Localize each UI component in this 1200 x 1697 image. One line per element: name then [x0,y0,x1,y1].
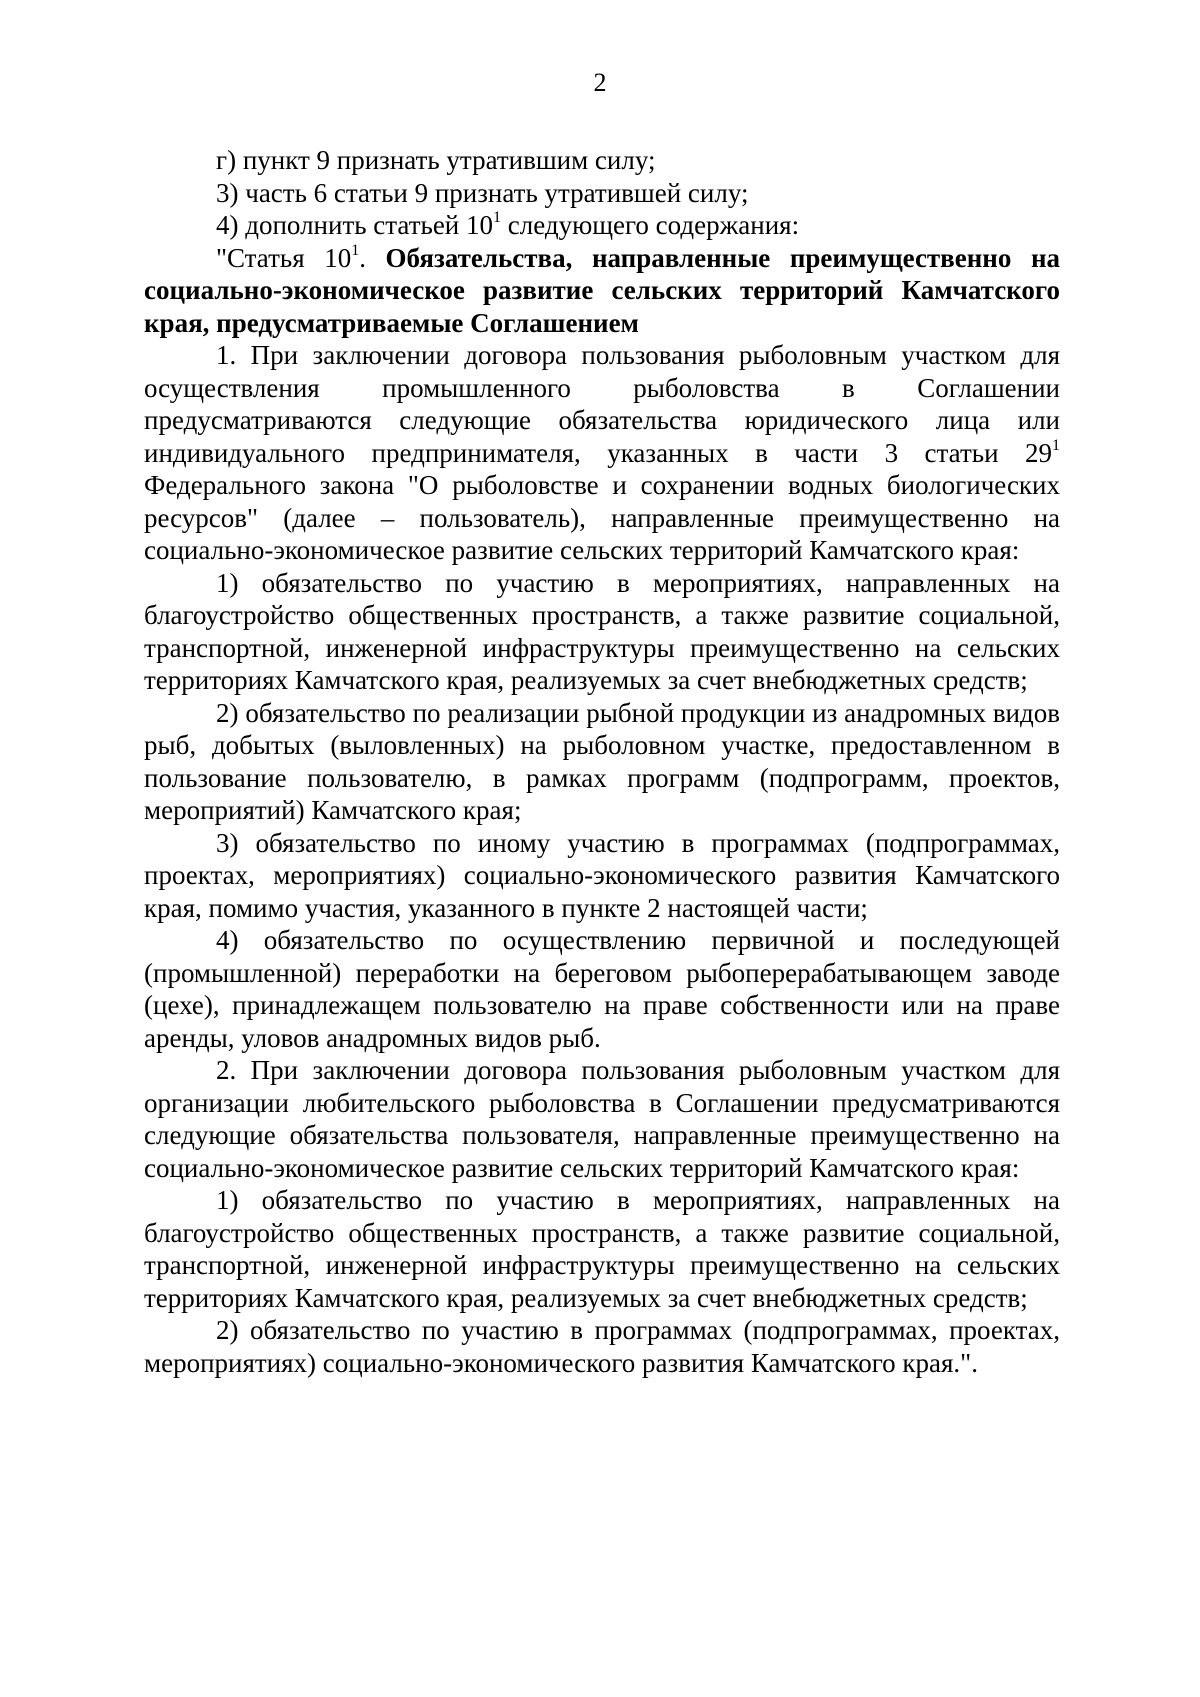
part1-intro [144,339,1060,567]
superscript: 1 [1052,436,1060,454]
part1-sub2: 2) обязательство по реализации рыбной продукции из анадромных видов рыб, добытых (выловленных) на рыболовном участке, предоставленном в пользование пользователю, в рамках программ (подпрограмм, проектов, мероприятий) Камчатского края; [144,697,1060,825]
document-body [144,144,1060,1379]
part1-sub1: 1) обязательство по участию в мероприятиях, направленных на благоустройство общественных пространств, а также развитие социальной, транспортной, инженерной инфраструктуры преимущественно на сельских территориях Камчатского края, реализуемых за счет внебюджетных средств; [144,567,1060,695]
item4-text-end: следующего содержания: [501,210,800,240]
part1-sub3: 3) обязательство по иному участию в программах (подпрограммах, проектах, мероприятиях) социально-экономического развития Камчатского края, помимо участия, указанного в пункте 2 настоящей части; [144,827,1060,923]
part1-sub4: 4) обязательство по осуществлению первичной и последующей (промышленной) переработки на береговом рыбоперерабатывающем заводе (цехе), принадлежащем пользователю на праве собственности или на праве аренды, уловов анадромных видов рыб. [144,925,1060,1053]
page-number: 2 [593,68,607,97]
superscript: 1 [493,209,502,226]
paragraph-item-g: г) пункт 9 признать утратившим силу; [216,145,656,175]
part1-intro-text-end: Федерального закона "О рыболовстве и сохранении водных биологических ресурсов" (далее – пользователь), направленные преимущественно на социально-экономическое развитие сельских территорий Камчатского края: [144,470,1060,565]
item4-text: 4) дополнить статьей 10 [216,210,494,240]
part2-intro: 2. При заключении договора пользования рыболовным участком для организации любительского рыболовства в Соглашении предусматриваются следующие обязательства пользователя, направленные преимущественно на социально-экономическое развитие сельских территорий Камчатского края: [144,1055,1060,1183]
article-prefix: "Статья 10 [216,242,352,273]
paragraph-item-3: 3) часть 6 статьи 9 признать утратившей силу; [216,177,749,208]
part2-sub2: 2) обязательство по участию в программах (подпрограммах, проектах, мероприятиях) социально-экономического развития Камчатского края.". [144,1315,1060,1378]
paragraph-item-4 [144,209,1060,242]
article-prefix-dot: . [359,242,386,273]
part1-intro-text: 1. При заключении договора пользования рыболовным участком для осуществления промышленного рыболовства в Соглашении предусматриваются следующие обязательства юридического лица или индивидуального предпринимателя, указанных в части 3 статьи 29 [144,340,1060,468]
superscript: 1 [351,241,360,259]
article-heading [144,242,1060,340]
part2-sub1: 1) обязательство по участию в мероприятиях, направленных на благоустройство общественных пространств, а также развитие социальной, транспортной, инженерной инфраструктуры преимущественно на сельских территориях Камчатского края, реализуемых за счет внебюджетных средств; [144,1185,1060,1313]
article-title: Обязательства, направленные преимущественно на социально-экономическое развитие сельских территорий Камчатского края, предусматриваемые Соглашением [144,242,1060,338]
